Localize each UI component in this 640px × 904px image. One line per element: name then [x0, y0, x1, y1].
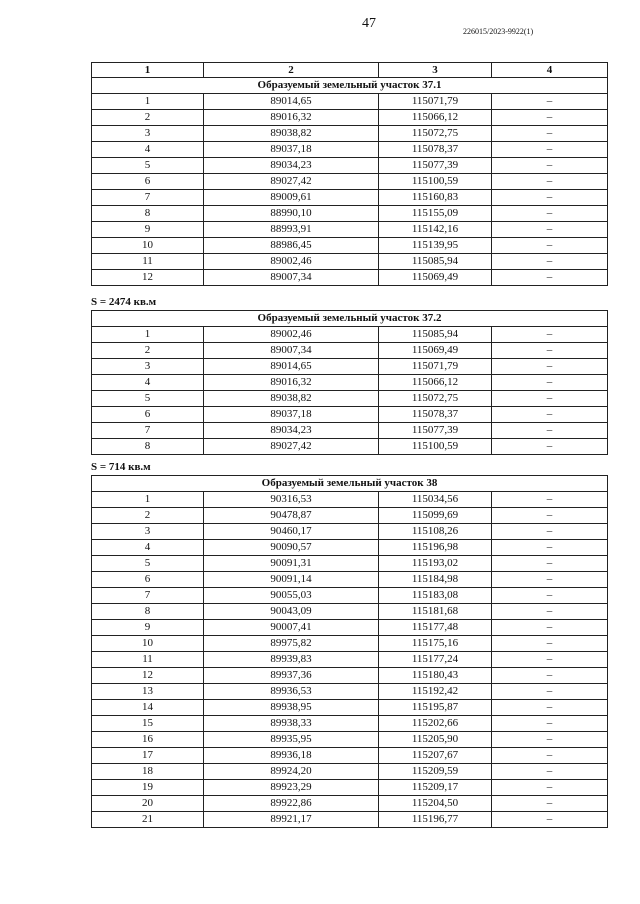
section-rows — [92, 492, 608, 828]
table-row — [92, 652, 608, 668]
note-cell: – — [492, 684, 608, 700]
y-coordinate-cell: 115077,39 — [379, 423, 492, 439]
x-coordinate-cell: 89939,83 — [204, 652, 379, 668]
x-coordinate-cell: 89921,17 — [204, 812, 379, 828]
table-row — [92, 716, 608, 732]
table-row — [92, 142, 608, 158]
point-number-cell: 1 — [92, 94, 204, 110]
section-rows — [92, 327, 608, 455]
x-coordinate-cell: 89002,46 — [204, 327, 379, 343]
note-cell: – — [492, 492, 608, 508]
point-number-cell: 8 — [92, 604, 204, 620]
y-coordinate-cell: 115139,95 — [379, 238, 492, 254]
note-cell: – — [492, 254, 608, 270]
x-coordinate-cell: 89007,34 — [204, 270, 379, 286]
table-row — [92, 439, 608, 455]
point-number-cell: 11 — [92, 254, 204, 270]
note-cell: – — [492, 270, 608, 286]
x-coordinate-cell: 88993,91 — [204, 222, 379, 238]
point-number-cell: 6 — [92, 407, 204, 423]
note-cell: – — [492, 604, 608, 620]
coordinates-table-37-2 — [91, 310, 608, 455]
x-coordinate-cell: 88990,10 — [204, 206, 379, 222]
table-row — [92, 780, 608, 796]
note-cell: – — [492, 174, 608, 190]
table-row — [92, 540, 608, 556]
y-coordinate-cell: 115209,59 — [379, 764, 492, 780]
note-cell: – — [492, 636, 608, 652]
y-coordinate-cell: 115071,79 — [379, 359, 492, 375]
x-coordinate-cell: 90091,31 — [204, 556, 379, 572]
table-row — [92, 492, 608, 508]
table-row — [92, 222, 608, 238]
x-coordinate-cell: 89922,86 — [204, 796, 379, 812]
x-coordinate-cell: 90316,53 — [204, 492, 379, 508]
table-row — [92, 206, 608, 222]
table-row — [92, 327, 608, 343]
x-coordinate-cell: 89038,82 — [204, 126, 379, 142]
note-cell: – — [492, 700, 608, 716]
y-coordinate-cell: 115072,75 — [379, 126, 492, 142]
y-coordinate-cell: 115204,50 — [379, 796, 492, 812]
point-number-cell: 3 — [92, 126, 204, 142]
x-coordinate-cell: 90007,41 — [204, 620, 379, 636]
note-cell: – — [492, 206, 608, 222]
x-coordinate-cell: 89014,65 — [204, 359, 379, 375]
point-number-cell: 15 — [92, 716, 204, 732]
x-coordinate-cell: 88986,45 — [204, 238, 379, 254]
table-row — [92, 110, 608, 126]
point-number-cell: 7 — [92, 423, 204, 439]
table-row — [92, 391, 608, 407]
note-cell: – — [492, 391, 608, 407]
section-title: Образуемый земельный участок 37.2 — [92, 311, 608, 327]
note-cell: – — [492, 343, 608, 359]
y-coordinate-cell: 115192,42 — [379, 684, 492, 700]
y-coordinate-cell: 115078,37 — [379, 407, 492, 423]
point-number-cell: 5 — [92, 158, 204, 174]
note-cell: – — [492, 588, 608, 604]
x-coordinate-cell: 90055,03 — [204, 588, 379, 604]
x-coordinate-cell: 89936,18 — [204, 748, 379, 764]
point-number-cell: 18 — [92, 764, 204, 780]
column-header: 1 — [92, 63, 204, 78]
y-coordinate-cell: 115184,98 — [379, 572, 492, 588]
note-cell: – — [492, 780, 608, 796]
table-row — [92, 126, 608, 142]
y-coordinate-cell: 115181,68 — [379, 604, 492, 620]
y-coordinate-cell: 115207,67 — [379, 748, 492, 764]
x-coordinate-cell: 89038,82 — [204, 391, 379, 407]
table-row — [92, 375, 608, 391]
y-coordinate-cell: 115108,26 — [379, 524, 492, 540]
table-row — [92, 732, 608, 748]
document-reference: 226015/2023-9922(1) — [463, 27, 534, 36]
table-row — [92, 620, 608, 636]
y-coordinate-cell: 115209,17 — [379, 780, 492, 796]
y-coordinate-cell: 115077,39 — [379, 158, 492, 174]
table-row — [92, 668, 608, 684]
note-cell: – — [492, 423, 608, 439]
point-number-cell: 10 — [92, 636, 204, 652]
note-cell: – — [492, 222, 608, 238]
x-coordinate-cell: 89027,42 — [204, 174, 379, 190]
point-number-cell: 10 — [92, 238, 204, 254]
x-coordinate-cell: 89002,46 — [204, 254, 379, 270]
table-row — [92, 684, 608, 700]
page-number: 47 — [362, 16, 376, 31]
x-coordinate-cell: 90478,87 — [204, 508, 379, 524]
table-row — [92, 604, 608, 620]
table-row — [92, 748, 608, 764]
y-coordinate-cell: 115085,94 — [379, 254, 492, 270]
x-coordinate-cell: 89034,23 — [204, 158, 379, 174]
point-number-cell: 2 — [92, 110, 204, 126]
note-cell: – — [492, 142, 608, 158]
section-area: S = 2474 кв.м — [91, 296, 157, 308]
point-number-cell: 4 — [92, 142, 204, 158]
note-cell: – — [492, 110, 608, 126]
note-cell: – — [492, 716, 608, 732]
point-number-cell: 2 — [92, 343, 204, 359]
x-coordinate-cell: 89037,18 — [204, 407, 379, 423]
x-coordinate-cell: 90043,09 — [204, 604, 379, 620]
x-coordinate-cell: 89975,82 — [204, 636, 379, 652]
x-coordinate-cell: 89923,29 — [204, 780, 379, 796]
point-number-cell: 2 — [92, 508, 204, 524]
point-number-cell: 1 — [92, 327, 204, 343]
column-header: 2 — [204, 63, 379, 78]
table-row — [92, 764, 608, 780]
note-cell: – — [492, 327, 608, 343]
y-coordinate-cell: 115202,66 — [379, 716, 492, 732]
point-number-cell: 9 — [92, 222, 204, 238]
section-title: Образуемый земельный участок 38 — [92, 476, 608, 492]
note-cell: – — [492, 94, 608, 110]
note-cell: – — [492, 238, 608, 254]
section-title: Образуемый земельный участок 37.1 — [92, 78, 608, 94]
note-cell: – — [492, 572, 608, 588]
y-coordinate-cell: 115085,94 — [379, 327, 492, 343]
note-cell: – — [492, 126, 608, 142]
note-cell: – — [492, 732, 608, 748]
note-cell: – — [492, 407, 608, 423]
x-coordinate-cell: 89924,20 — [204, 764, 379, 780]
y-coordinate-cell: 115100,59 — [379, 439, 492, 455]
table-row — [92, 636, 608, 652]
y-coordinate-cell: 115066,12 — [379, 375, 492, 391]
table-row — [92, 254, 608, 270]
y-coordinate-cell: 115142,16 — [379, 222, 492, 238]
point-number-cell: 13 — [92, 684, 204, 700]
y-coordinate-cell: 115155,09 — [379, 206, 492, 222]
y-coordinate-cell: 115071,79 — [379, 94, 492, 110]
table-row — [92, 508, 608, 524]
x-coordinate-cell: 90091,14 — [204, 572, 379, 588]
y-coordinate-cell: 115177,24 — [379, 652, 492, 668]
point-number-cell: 21 — [92, 812, 204, 828]
table-row — [92, 812, 608, 828]
y-coordinate-cell: 115160,83 — [379, 190, 492, 206]
y-coordinate-cell: 115175,16 — [379, 636, 492, 652]
point-number-cell: 4 — [92, 375, 204, 391]
point-number-cell: 8 — [92, 206, 204, 222]
y-coordinate-cell: 115069,49 — [379, 270, 492, 286]
x-coordinate-cell: 89938,33 — [204, 716, 379, 732]
x-coordinate-cell: 89938,95 — [204, 700, 379, 716]
point-number-cell: 19 — [92, 780, 204, 796]
point-number-cell: 11 — [92, 652, 204, 668]
point-number-cell: 6 — [92, 572, 204, 588]
note-cell: – — [492, 668, 608, 684]
y-coordinate-cell: 115069,49 — [379, 343, 492, 359]
note-cell: – — [492, 620, 608, 636]
y-coordinate-cell: 115196,77 — [379, 812, 492, 828]
table-row — [92, 190, 608, 206]
point-number-cell: 6 — [92, 174, 204, 190]
y-coordinate-cell: 115078,37 — [379, 142, 492, 158]
x-coordinate-cell: 90090,57 — [204, 540, 379, 556]
x-coordinate-cell: 89027,42 — [204, 439, 379, 455]
table-row — [92, 270, 608, 286]
note-cell: – — [492, 540, 608, 556]
y-coordinate-cell: 115196,98 — [379, 540, 492, 556]
note-cell: – — [492, 812, 608, 828]
y-coordinate-cell: 115183,08 — [379, 588, 492, 604]
point-number-cell: 5 — [92, 556, 204, 572]
table-row — [92, 700, 608, 716]
y-coordinate-cell: 115072,75 — [379, 391, 492, 407]
column-header-row — [92, 63, 608, 78]
coordinates-table-38 — [91, 475, 608, 828]
y-coordinate-cell: 115205,90 — [379, 732, 492, 748]
x-coordinate-cell: 90460,17 — [204, 524, 379, 540]
point-number-cell: 3 — [92, 524, 204, 540]
x-coordinate-cell: 89937,36 — [204, 668, 379, 684]
y-coordinate-cell: 115100,59 — [379, 174, 492, 190]
point-number-cell: 12 — [92, 270, 204, 286]
point-number-cell: 9 — [92, 620, 204, 636]
note-cell: – — [492, 359, 608, 375]
point-number-cell: 17 — [92, 748, 204, 764]
note-cell: – — [492, 796, 608, 812]
section-area: S = 714 кв.м — [91, 461, 151, 473]
y-coordinate-cell: 115193,02 — [379, 556, 492, 572]
x-coordinate-cell: 89936,53 — [204, 684, 379, 700]
note-cell: – — [492, 524, 608, 540]
column-header: 3 — [379, 63, 492, 78]
table-row — [92, 796, 608, 812]
note-cell: – — [492, 508, 608, 524]
table-row — [92, 423, 608, 439]
table-row — [92, 524, 608, 540]
point-number-cell: 16 — [92, 732, 204, 748]
table-row — [92, 238, 608, 254]
y-coordinate-cell: 115180,43 — [379, 668, 492, 684]
column-header: 4 — [492, 63, 608, 78]
note-cell: – — [492, 190, 608, 206]
table-row — [92, 158, 608, 174]
note-cell: – — [492, 439, 608, 455]
table-row — [92, 588, 608, 604]
x-coordinate-cell: 89009,61 — [204, 190, 379, 206]
y-coordinate-cell: 115034,56 — [379, 492, 492, 508]
section-rows — [92, 94, 608, 286]
note-cell: – — [492, 652, 608, 668]
note-cell: – — [492, 556, 608, 572]
table-row — [92, 572, 608, 588]
y-coordinate-cell: 115177,48 — [379, 620, 492, 636]
table-row — [92, 94, 608, 110]
table-row — [92, 407, 608, 423]
table-row — [92, 556, 608, 572]
point-number-cell: 5 — [92, 391, 204, 407]
table-row — [92, 343, 608, 359]
note-cell: – — [492, 748, 608, 764]
table-row — [92, 359, 608, 375]
point-number-cell: 4 — [92, 540, 204, 556]
point-number-cell: 7 — [92, 588, 204, 604]
point-number-cell: 12 — [92, 668, 204, 684]
note-cell: – — [492, 764, 608, 780]
point-number-cell: 7 — [92, 190, 204, 206]
y-coordinate-cell: 115195,87 — [379, 700, 492, 716]
y-coordinate-cell: 115099,69 — [379, 508, 492, 524]
point-number-cell: 1 — [92, 492, 204, 508]
note-cell: – — [492, 158, 608, 174]
x-coordinate-cell: 89034,23 — [204, 423, 379, 439]
x-coordinate-cell: 89014,65 — [204, 94, 379, 110]
point-number-cell: 3 — [92, 359, 204, 375]
coordinates-table-37-1 — [91, 62, 608, 286]
point-number-cell: 8 — [92, 439, 204, 455]
x-coordinate-cell: 89935,95 — [204, 732, 379, 748]
point-number-cell: 20 — [92, 796, 204, 812]
y-coordinate-cell: 115066,12 — [379, 110, 492, 126]
x-coordinate-cell: 89016,32 — [204, 375, 379, 391]
x-coordinate-cell: 89037,18 — [204, 142, 379, 158]
point-number-cell: 14 — [92, 700, 204, 716]
x-coordinate-cell: 89007,34 — [204, 343, 379, 359]
x-coordinate-cell: 89016,32 — [204, 110, 379, 126]
note-cell: – — [492, 375, 608, 391]
table-row — [92, 174, 608, 190]
